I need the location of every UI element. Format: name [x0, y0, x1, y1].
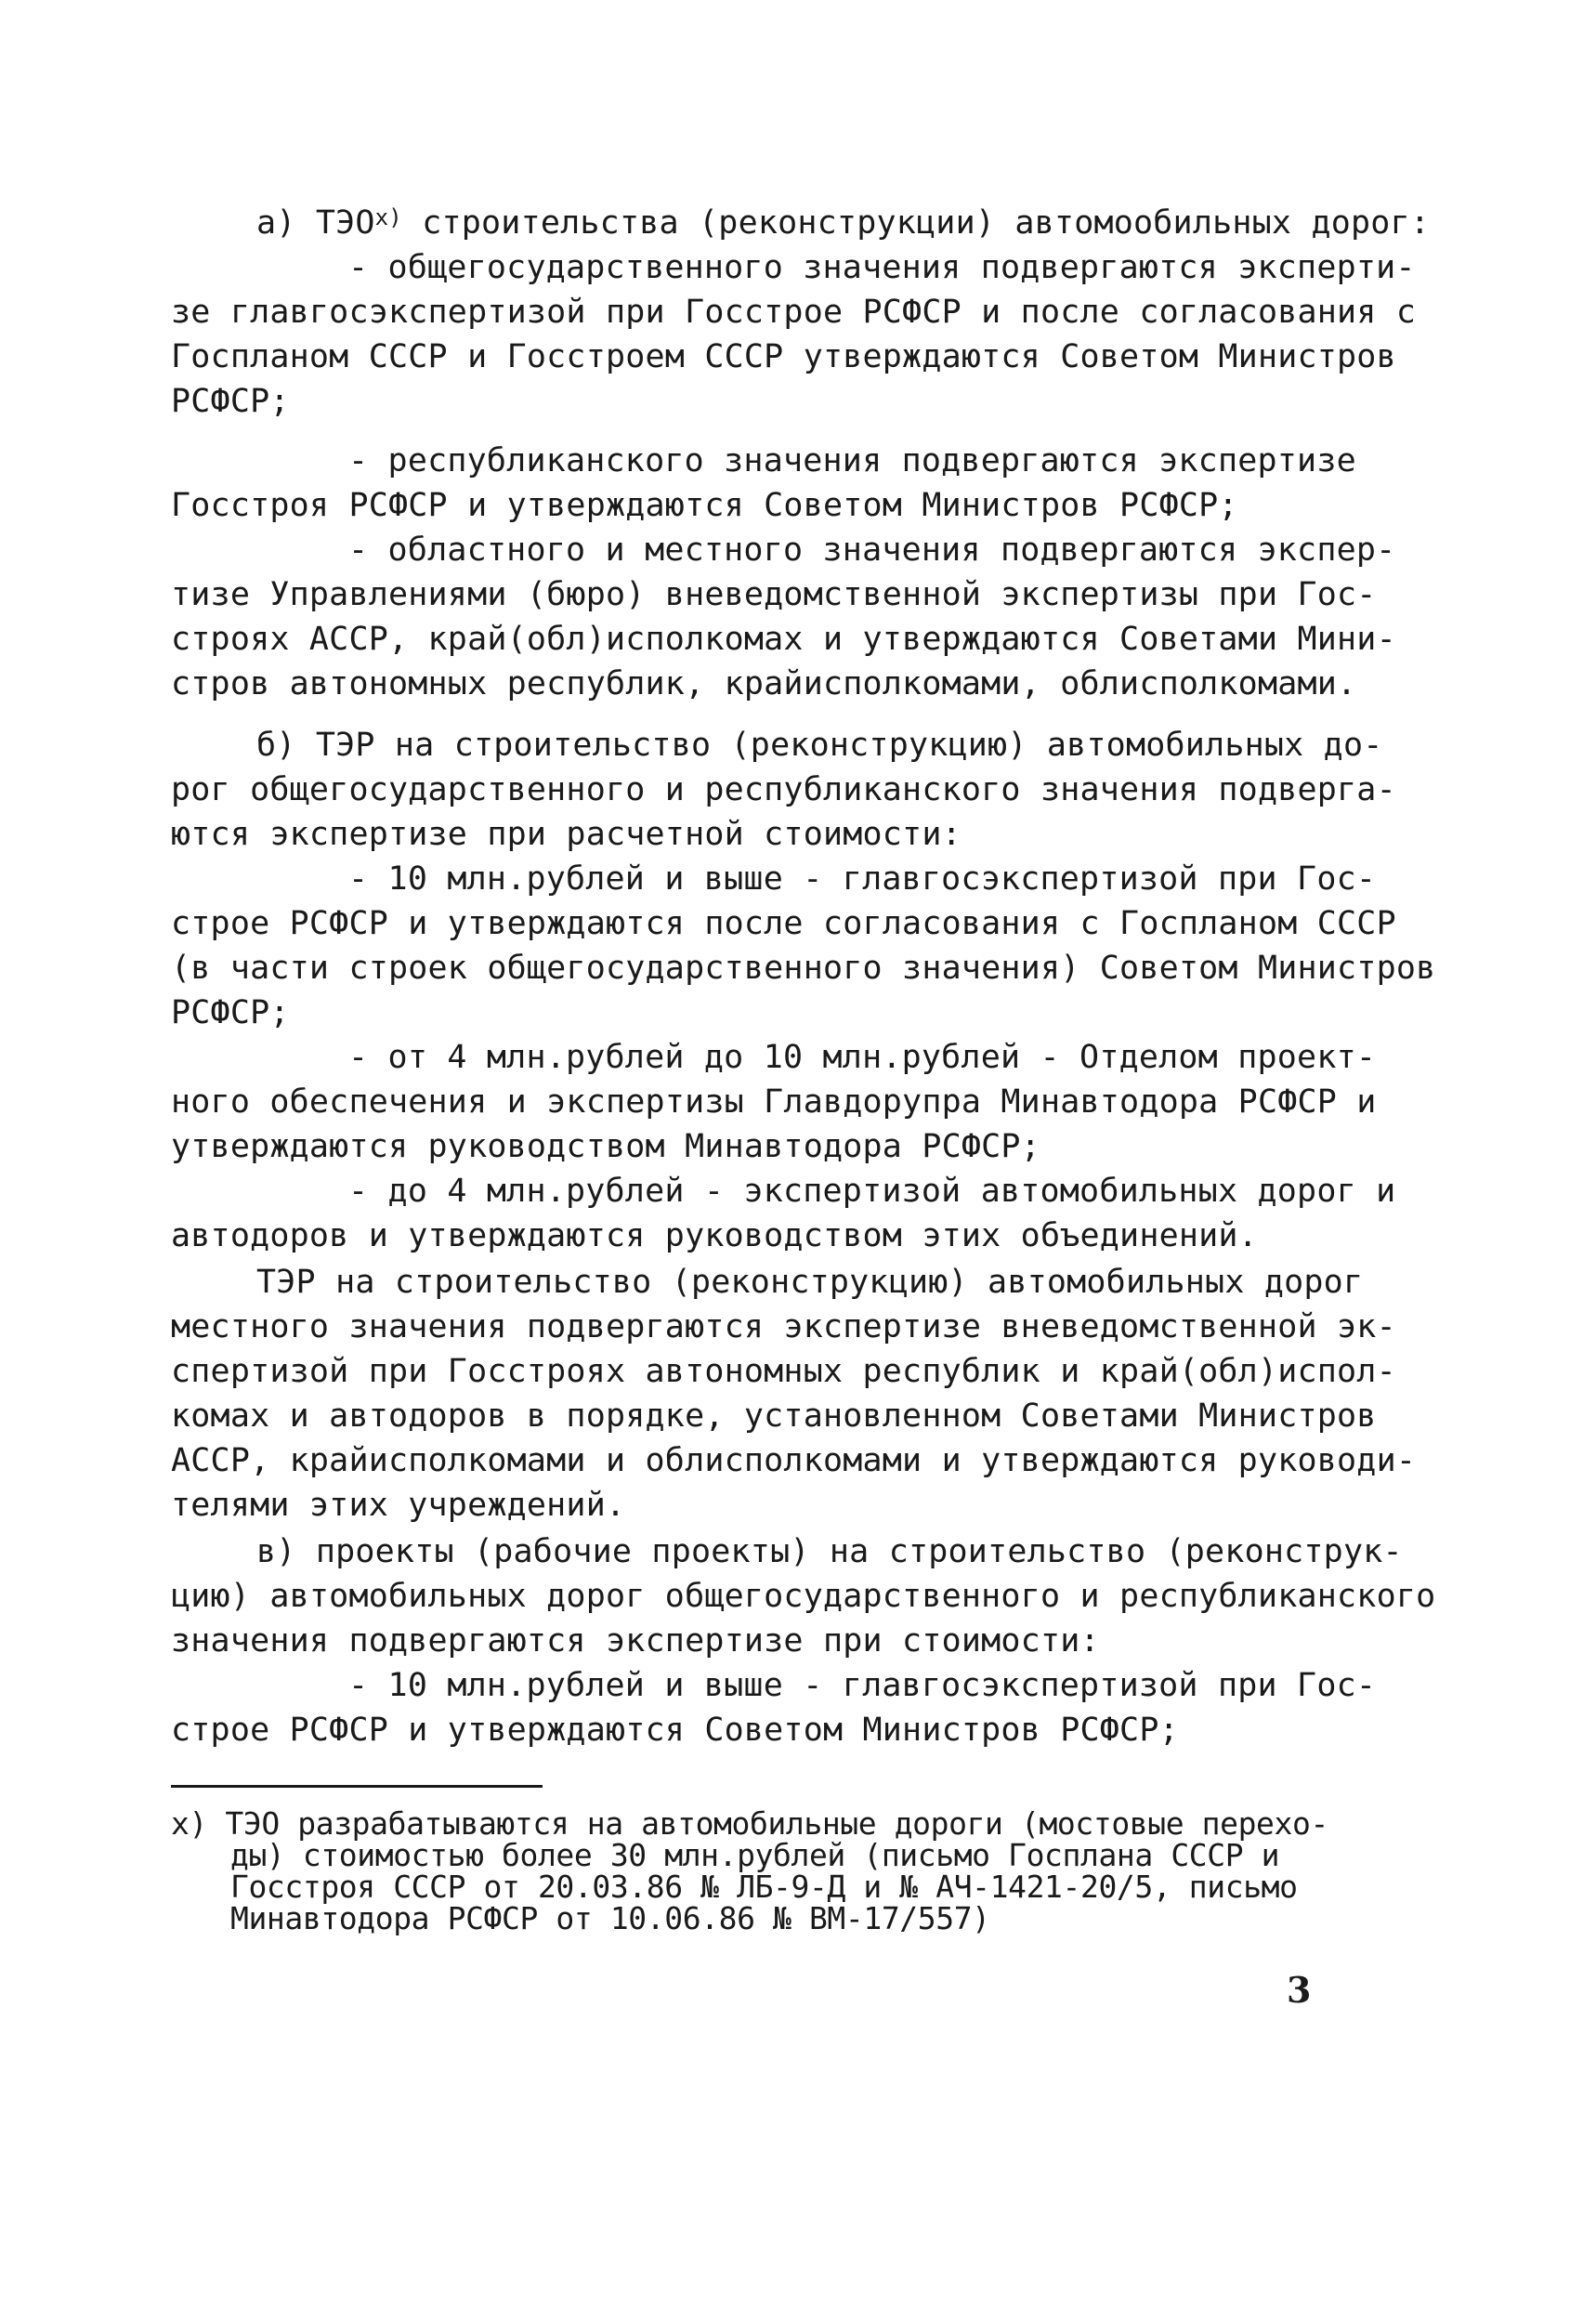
footnote-line-2: Госстроя СССР от 20.03.86 № ЛБ-9-Д и № АЧ-1421-20/5, письмо: [230, 1869, 1298, 1905]
body-line-5: - республиканского значения подвергаются экспертизе: [348, 442, 1356, 479]
body-line-24: местного значения подвергаются экспертизе вневедомственной эк-: [171, 1308, 1396, 1345]
body-line-10: стров автономных республик, крайисполкомами, облисполкомами.: [171, 665, 1357, 702]
body-line-21: - до 4 млн.рублей - экспертизой автомобильных дорог и: [348, 1173, 1396, 1210]
footnote-line-0: х) ТЭО разрабатываются на автомобильные дороги (мостовые перехо-: [171, 1805, 1328, 1842]
body-line-20: утверждаются руководством Минавтодора РСФСР;: [171, 1128, 1040, 1165]
body-line-31: значения подвергаются экспертизе при стоимости:: [171, 1622, 1100, 1660]
body-line-23: ТЭР на строительство (реконструкцию) автомобильных дорог: [256, 1264, 1364, 1301]
body-line-3: Госпланом СССР и Госстроем СССР утверждаются Советом Министров: [171, 338, 1396, 375]
body-line-0: а) $ТЭО^{х)}$ строительства (реконструкции) автомообильных дорог:: [256, 204, 1431, 242]
body-line-25: спертизой при Госстроях автономных республик и край(обл)испол-: [171, 1353, 1396, 1390]
body-line-22: автодоров и утверждаются руководством этих объединений.: [171, 1217, 1258, 1254]
body-line-27: АССР, крайисполкомами и облисполкомами и утверждаются руководи-: [171, 1442, 1417, 1479]
body-line-1: - общегосударственного значения подвергаются эксперти-: [348, 249, 1416, 286]
body-line-33: строе РСФСР и утверждаются Советом Министров РСФСР;: [171, 1712, 1179, 1749]
body-line-30: цию) автомобильных дорог общегосударственного и республиканского: [171, 1578, 1436, 1615]
body-line-9: строях АССР, край(обл)исполкомах и утверждаются Советами Мини-: [171, 621, 1396, 658]
body-line-14: - 10 млн.рублей и выше - главгосэкспертизой при Гос-: [348, 860, 1377, 898]
body-line-12: рог общегосударственного и республиканского значения подверга-: [171, 771, 1396, 808]
body-line-19: ного обеспечения и экспертизы Главдорупра Минавтодора РСФСР и: [171, 1083, 1377, 1121]
footnote-line-3: Минавтодора РСФСР от 10.06.86 № ВМ-17/557): [230, 1900, 990, 1936]
body-line-26: комах и автодоров в порядке, установленном Советами Министров: [171, 1397, 1377, 1435]
body-line-4: РСФСР;: [171, 383, 290, 420]
body-line-7: - областного и местного значения подвергаются экспер-: [348, 531, 1396, 569]
body-line-16: (в части строек общегосударственного значения) Советом Министров: [171, 950, 1436, 987]
body-line-32: - 10 млн.рублей и выше - главгосэкспертизой при Гос-: [348, 1667, 1377, 1704]
body-line-28: телями этих учреждений.: [171, 1487, 626, 1524]
body-line-6: Госстроя РСФСР и утверждаются Советом Министров РСФСР;: [171, 487, 1238, 524]
body-line-17: РСФСР;: [171, 994, 290, 1031]
body-line-15: строе РСФСР и утверждаются после согласования с Госпланом СССР: [171, 905, 1396, 942]
footnote-separator: [171, 1785, 543, 1788]
body-line-29: в) проекты (рабочие проекты) на строительство (реконструк-: [256, 1533, 1403, 1570]
footnote-line-1: ды) стоимостью более 30 млн.рублей (письмо Госплана СССР и: [230, 1837, 1280, 1873]
body-line-13: ются экспертизе при расчетной стоимости:: [171, 816, 962, 853]
body-line-18: - от 4 млн.рублей до 10 млн.рублей - Отделом проект-: [348, 1039, 1377, 1076]
body-line-11: б) ТЭР на строительство (реконструкцию) автомобильных до-: [256, 727, 1383, 764]
body-line-8: тизе Управлениями (бюро) вневедомственной экспертизы при Гос-: [171, 576, 1377, 613]
footnote-marker: х): [374, 204, 402, 230]
page-number: 3: [1287, 1969, 1312, 2011]
body-line-2: зе главгосэкспертизой при Госстрое РСФСР и после согласования с: [171, 294, 1417, 331]
